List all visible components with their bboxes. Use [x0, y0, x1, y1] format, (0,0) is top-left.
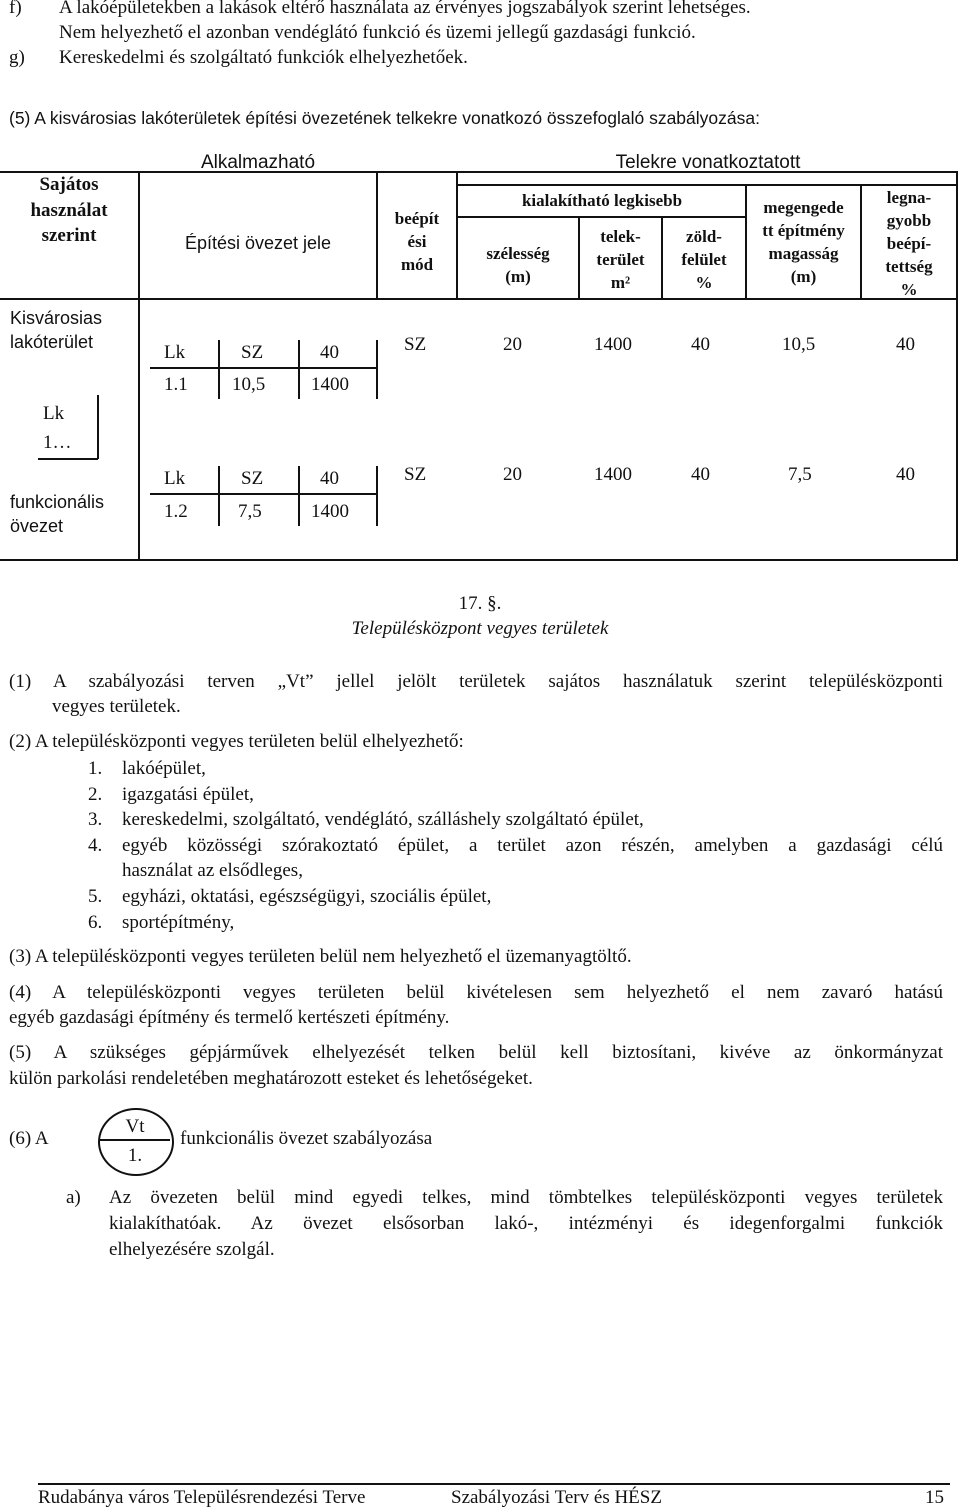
row1-green: 40 [691, 334, 710, 355]
footer-page-number: 15 [925, 1487, 944, 1508]
zone2-area: 1400 [311, 501, 349, 522]
zone1-green: 40 [320, 342, 339, 363]
item-f-label: f) [9, 0, 22, 18]
list-item-number: 3. [88, 809, 103, 830]
zone1-vline-a [218, 340, 220, 399]
row2-built: 40 [896, 464, 915, 485]
zone1-area: 1400 [311, 374, 349, 395]
section-number: 17. §. [458, 593, 502, 614]
item-f-line1: A lakóépületekben a lakások eltérő használata az érvényes jogszabályok szerint lehetséges. [59, 0, 751, 18]
header-sajatos-hasznalat: Sajátos használat szerint [30, 174, 108, 247]
paragraph-2: (2) A településközponti vegyes területen belül elhelyezhető: [9, 731, 464, 752]
zone-symbol-top: Vt [125, 1116, 145, 1137]
side-label-funkcionalis: funkcionális övezet [10, 492, 105, 537]
header-telekterulet: telek- terület m² [596, 227, 645, 292]
paragraph-4-line1: (4) A településközponti vegyes területen belül kivételesen sem helyezhető el nem zavaró hatású [9, 982, 943, 1003]
section-title: Településközpont vegyes területek [351, 618, 609, 639]
list-item-number: 2. [88, 784, 103, 805]
zone1-code-b: 1.1 [164, 374, 188, 395]
paragraph-5-table-intro: (5) A kisvárosias lakóterületek építési övezetének telkekre vonatkozó összefoglaló szabályozása: [9, 108, 760, 128]
list-item-number: 5. [88, 886, 103, 907]
list-item: egyházi, oktatási, egészségügyi, szociális épület, [122, 886, 492, 907]
zone1-hline [150, 367, 377, 369]
row2-height: 7,5 [788, 464, 812, 485]
row1-built: 40 [896, 334, 915, 355]
list-item: lakóépület, [122, 758, 206, 779]
kialakithato-underline [456, 216, 747, 218]
header-magassag: megengede tt építmény magasság (m) [762, 198, 845, 286]
side-code-rightline [97, 395, 99, 459]
list-item-continued: használat az elsődleges, [122, 860, 303, 881]
side-zone-code: Lk 1… [43, 403, 72, 453]
paragraph-6-prefix: (6) A [9, 1128, 49, 1149]
col-sep-1 [138, 171, 140, 561]
item-a-label: a) [66, 1187, 81, 1208]
paragraph-1-line2: vegyes területek. [52, 696, 181, 717]
row1-height: 10,5 [782, 334, 816, 355]
header-zoldfelulet: zöld- felület % [681, 227, 727, 292]
zone2-vline-b [298, 466, 300, 526]
item-a-line2: kialakíthatóak. Az övezet elsősorban lakó-, intézményi és idegenforgalmi funkciók [109, 1213, 943, 1234]
row1-area: 1400 [594, 334, 632, 355]
header-kialakithato-legkisebb: kialakítható legkisebb [521, 191, 683, 210]
item-a-line1: Az övezeten belül mind egyedi telkes, mind tömbtelkes településközponti vegyes területek [109, 1187, 943, 1208]
zone1-vline-c [376, 340, 378, 399]
paragraph-3: (3) A településközponti vegyes területen belül nem helyezhető el üzemanyagtöltő. [9, 946, 632, 967]
list-item: egyéb közösségi szórakoztató épület, a terület azon részén, amelyben a gazdasági célú [122, 835, 943, 856]
row1-width: 20 [503, 334, 522, 355]
paragraph-5-line1: (5) A szükséges gépjárművek elhelyezését telken belül kell biztosítani, kivéve az önkormányzat [9, 1042, 943, 1063]
header-telekre-vonatkoztatott: Telekre vonatkoztatott [615, 152, 801, 173]
paragraph-4-line2: egyéb gazdasági építmény és termelő kertészeti építmény. [9, 1007, 450, 1028]
zone2-height: 7,5 [238, 501, 262, 522]
zone1-code-a: Lk [164, 342, 186, 363]
zone1-vline-b [298, 340, 300, 399]
item-a-line3: elhelyezésére szolgál. [109, 1239, 275, 1260]
list-item-number: 1. [88, 758, 103, 779]
header-beepitettseg: legna- gyobb beépí- tettség % [885, 188, 933, 299]
header-beepitesi-mod: beépít ési mód [394, 209, 440, 274]
list-item-number: 4. [88, 835, 103, 856]
list-item: kereskedelmi, szolgáltató, vendéglátó, szálláshely szolgáltató épület, [122, 809, 644, 830]
row2-area: 1400 [594, 464, 632, 485]
item-f-line2: Nem helyezhető el azonban vendéglátó funkció és üzemi jellegű gazdasági funkció. [59, 22, 696, 43]
paragraph-1-line1: (1) A szabályozási terven „Vt” jellel jelölt területek sajátos használatuk szerint településközponti [9, 671, 943, 692]
row2-width: 20 [503, 464, 522, 485]
list-item: sportépítmény, [122, 912, 235, 933]
item-g-line: Kereskedelmi és szolgáltató funkciók elhelyezhetőek. [59, 47, 468, 68]
telekre-underline [456, 184, 958, 186]
zone2-code-a: Lk [164, 468, 186, 489]
header-epitesi-ovezet-jele: Építési övezet jele [184, 233, 332, 253]
header-alkalmazhato: Alkalmazható [200, 152, 316, 173]
zone2-vline-a [218, 466, 220, 526]
zone2-vline-c [376, 466, 378, 526]
paragraph-5-line2: külön parkolási rendeletében meghatározott esteket és lehetőségeket. [9, 1068, 533, 1089]
zone-symbol-bottom: 1. [127, 1145, 143, 1166]
side-label-kisvarosias: Kisvárosias lakóterület [10, 308, 103, 353]
footer-document-title: Rudabánya város Településrendezési Terve [38, 1487, 366, 1508]
zone2-hline [150, 493, 377, 495]
paragraph-6-suffix: funkcionális övezet szabályozása [180, 1128, 433, 1149]
list-item: igazgatási épület, [122, 784, 254, 805]
zone2-mode: SZ [241, 468, 264, 489]
zone2-green: 40 [320, 468, 339, 489]
list-item-number: 6. [88, 912, 103, 933]
header-separator [0, 298, 958, 300]
row2-green: 40 [691, 464, 710, 485]
row2-mode: SZ [404, 464, 427, 485]
side-code-underline [38, 458, 98, 460]
table-right-border [956, 171, 958, 561]
row1-mode: SZ [404, 334, 427, 355]
zone1-mode: SZ [241, 342, 264, 363]
item-g-label: g) [9, 47, 25, 68]
footer-section-title: Szabályozási Terv és HÉSZ [451, 1487, 662, 1508]
table-bottom-border [0, 559, 958, 561]
header-szelesseg: szélesség (m) [486, 244, 550, 286]
zone2-code-b: 1.2 [164, 501, 188, 522]
zone1-height: 10,5 [232, 374, 266, 395]
